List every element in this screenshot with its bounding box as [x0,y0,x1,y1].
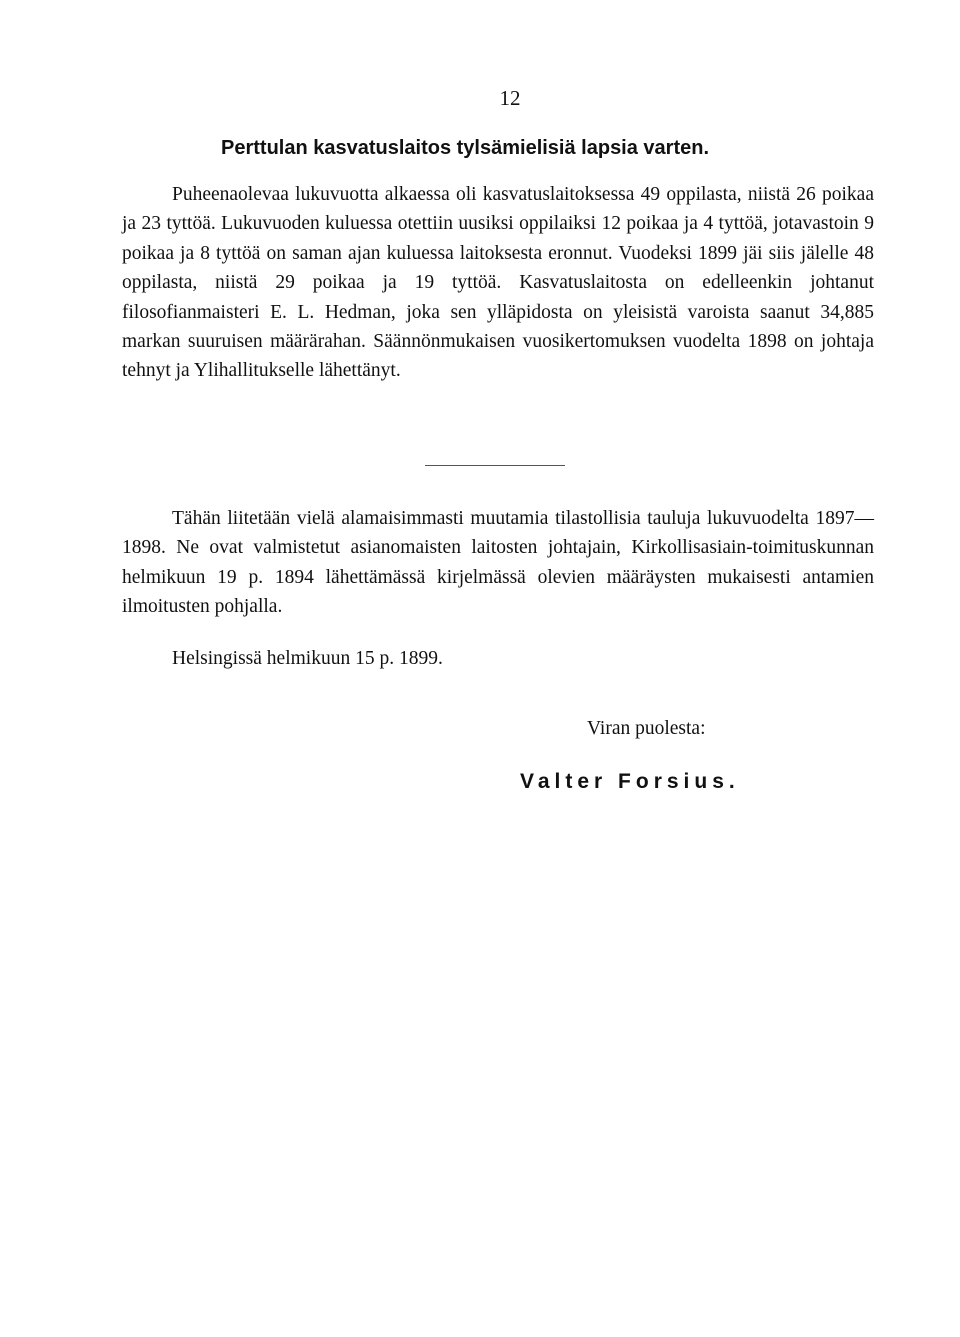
page-number: 12 [499,86,521,110]
paragraph-statistics-note: Tähän liitetään vielä alamaisimmasti muutamia tilastollisia tauluja lukuvuodelta 1897—1898. Ne ovat valmistetut asianomaisten laitosten johtajain, Kirkollisasiain-toimituskunnan helmikuun 19 p. 1894 lähettämässä kirjelmässä olevien määräysten mukaisesti antamien ilmoitusten pohjalla. [122,508,874,618]
office-line: Viran puolesta: [587,718,706,739]
dateline: Helsingissä helmikuun 15 p. 1899. [172,648,443,669]
section-divider [425,465,565,466]
paragraph-school-report: Puheenaolevaa lukuvuotta alkaessa oli kasvatuslaitoksessa 49 oppilasta, niistä 26 poikaa ja 23 tyttöä. Lukuvuoden kuluessa otettiin uusiksi oppilaiksi 12 poikaa ja 4 tyttöä, jotavastoin 9 poikaa ja 8 tyttöä on saman ajan kuluessa laitoksesta eronnut. Vuodeksi 1899 jäi siis jälelle 48 oppilasta, niistä 29 poikaa ja 19 tyttöä. Kasvatuslaitosta on edelleenkin johtanut filosofianmaisteri E. L. Hedman, joka sen ylläpidosta on yleisistä varoista saanut 34,885 markan suuruisen määrärahan. Säännönmukaisen vuosikertomuksen vuodelta 1898 on johtaja tehnyt ja Ylihallitukselle lähettänyt. [122,184,874,382]
signature: Valter Forsius. [520,770,740,793]
section-heading: Perttulan kasvatuslaitos tylsämielisiä lapsia varten. [221,137,710,159]
